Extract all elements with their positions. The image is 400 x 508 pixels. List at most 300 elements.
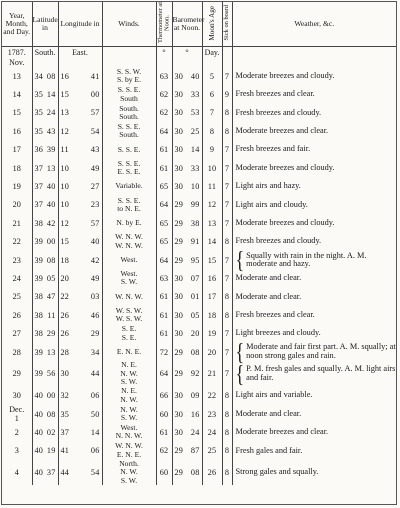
- weather-text: P. M. fresh gales and squally. A. M. light airs and fair.: [246, 364, 396, 382]
- latitude-cell: [32, 141, 58, 159]
- longitude-cell: [58, 251, 102, 269]
- latitude-degrees: 40: [34, 427, 44, 437]
- latitude-cell: [32, 67, 58, 85]
- thermometer-cell: 63: [156, 269, 172, 287]
- weather-cell: Moderate breezes and clear.: [235, 427, 329, 437]
- barometer-values: [173, 369, 202, 378]
- barometer-cell: [172, 405, 202, 423]
- header-thermometer: Thermometer at Noon.: [156, 2, 172, 47]
- day-cell: [2, 251, 32, 269]
- header-barometer: Barometer at Noon.: [172, 2, 202, 47]
- latitude-minutes: 47: [46, 292, 56, 302]
- header-winds: Winds.: [102, 2, 156, 47]
- sick-count-cell: 7: [222, 196, 232, 214]
- table-row: [2, 251, 396, 269]
- barometer-cell: [172, 361, 202, 386]
- sick-count-cell: 8: [222, 442, 232, 460]
- weather-cell: Fresh breezes and cloudy.: [235, 236, 322, 246]
- latitude-minutes: 40: [46, 182, 56, 192]
- longitude-minutes: 06: [90, 446, 100, 456]
- day-number: 25: [12, 292, 21, 302]
- longitude-degrees: 16: [60, 71, 70, 81]
- longitude-degrees: 10: [60, 200, 70, 210]
- winds-cell: West. S. W.: [102, 269, 156, 287]
- barometer-values: [173, 108, 202, 117]
- latitude-cell: [32, 233, 58, 251]
- latitude-minutes: 13: [46, 347, 56, 357]
- year-label: 1787.: [2, 47, 32, 59]
- day-number: 23: [12, 255, 21, 265]
- weather-cell: Light airs and variable.: [235, 390, 313, 400]
- winds-cell: N. E. N. W. S. W.: [102, 361, 156, 386]
- longitude-cell: [58, 141, 102, 159]
- weather-cell: Fresh breezes and cloudy.: [235, 107, 322, 117]
- barometer-inches: 29: [174, 200, 184, 210]
- latitude-degrees: 34: [34, 71, 44, 81]
- longitude-minutes: 49: [90, 163, 100, 173]
- thermometer-cell: 60: [156, 405, 172, 423]
- barometer-cell: [172, 460, 202, 485]
- barometer-inches: 29: [174, 369, 184, 379]
- moon-age-cell: 13: [202, 214, 222, 232]
- latitude-values: [33, 127, 58, 136]
- day-number: 13: [12, 71, 21, 81]
- latitude-cell: [32, 343, 58, 361]
- barometer-hundredths: 24: [190, 427, 200, 437]
- longitude-cell: [58, 269, 102, 287]
- barometer-hundredths: 01: [190, 292, 200, 302]
- latitude-values: [33, 182, 58, 191]
- longitude-values: [59, 219, 102, 228]
- moon-age-cell: 5: [202, 67, 222, 85]
- longitude-minutes: 41: [90, 71, 100, 81]
- latitude-values: [33, 256, 58, 265]
- longitude-values: [59, 329, 102, 338]
- longitude-minutes: 06: [90, 391, 100, 401]
- sick-count-cell: 8: [222, 386, 232, 404]
- weather-brace-group: [235, 338, 397, 366]
- barometer-cell: [172, 288, 202, 306]
- latitude-minutes: 00: [46, 237, 56, 247]
- longitude-minutes: 23: [90, 200, 100, 210]
- longitude-values: [59, 237, 102, 246]
- brace-mark: {: [235, 360, 245, 388]
- latitude-cell: [32, 442, 58, 460]
- moon-age-cell: 12: [202, 196, 222, 214]
- thermometer-cell: 65: [156, 177, 172, 195]
- longitude-cell: [58, 460, 102, 485]
- winds-cell: W. N. W. E. N. E.: [102, 442, 156, 460]
- barometer-inches: 29: [174, 468, 184, 478]
- sick-count-cell: 8: [222, 460, 232, 485]
- table-row: [2, 141, 396, 159]
- latitude-minutes: 08: [46, 409, 56, 419]
- thermometer-cell: 64: [156, 361, 172, 386]
- thermometer-cell: 61: [156, 423, 172, 441]
- barometer-inches: 29: [174, 237, 184, 247]
- latitude-cell: [32, 251, 58, 269]
- barometer-cell: [172, 104, 202, 122]
- day-cell: [2, 214, 32, 232]
- table-row: [2, 386, 396, 404]
- weather-cell: Moderate and clear.: [235, 273, 302, 283]
- longitude-minutes: 03: [90, 292, 100, 302]
- table-row: [2, 67, 396, 85]
- sick-count-cell: 7: [222, 269, 232, 287]
- moon-age-cell: 19: [202, 324, 222, 342]
- latitude-cell: [32, 177, 58, 195]
- day-number: 4: [14, 468, 19, 478]
- day-cell: [2, 177, 32, 195]
- day-number: 3: [14, 446, 19, 456]
- thermometer-cell: 64: [156, 122, 172, 140]
- moon-age-cell: 22: [202, 386, 222, 404]
- latitude-minutes: 19: [46, 446, 56, 456]
- longitude-degrees: 28: [60, 347, 70, 357]
- latitude-degrees: 38: [34, 218, 44, 228]
- barometer-hundredths: 05: [190, 310, 200, 320]
- longitude-cell: [58, 214, 102, 232]
- latitude-cell: [32, 324, 58, 342]
- barometer-hundredths: 33: [190, 163, 200, 173]
- day-number: 30: [12, 391, 21, 401]
- latitude-cell: [32, 196, 58, 214]
- barometer-values: [173, 256, 202, 265]
- barometer-cell: [172, 141, 202, 159]
- longitude-values: [59, 72, 102, 81]
- sick-count-cell: 8: [222, 405, 232, 423]
- barometer-hundredths: 40: [190, 71, 200, 81]
- longitude-minutes: 57: [90, 218, 100, 228]
- latitude-cell: [32, 460, 58, 485]
- day-cell: [2, 122, 32, 140]
- header-sick: Sick on board: [222, 2, 232, 47]
- longitude-minutes: 44: [90, 369, 100, 379]
- moon-age-cell: 7: [202, 104, 222, 122]
- longitude-cell: [58, 405, 102, 423]
- latitude-minutes: 11: [47, 310, 56, 320]
- barometer-values: [173, 200, 202, 209]
- moon-age-cell: 25: [202, 442, 222, 460]
- day-cell: [2, 423, 32, 441]
- barometer-inches: 30: [174, 329, 184, 339]
- longitude-degrees: 13: [60, 108, 70, 118]
- longitude-degrees: 10: [60, 163, 70, 173]
- longitude-values: [59, 182, 102, 191]
- day-number: 16: [12, 126, 21, 136]
- moon-age-cell: 9: [202, 141, 222, 159]
- day-cell: [2, 85, 32, 103]
- latitude-degrees: 38: [34, 310, 44, 320]
- table-row: [2, 122, 396, 140]
- day-cell: [2, 104, 32, 122]
- latitude-minutes: 00: [46, 391, 56, 401]
- table-row: [2, 214, 396, 232]
- latitude-degrees: 40: [34, 391, 44, 401]
- barometer-cell: [172, 324, 202, 342]
- barometer-inches: 29: [174, 446, 184, 456]
- winds-cell: S. S. E. South: [102, 85, 156, 103]
- table-row: [2, 233, 396, 251]
- winds-cell: S. S. E.: [102, 141, 156, 159]
- latitude-cell: [32, 288, 58, 306]
- latitude-values: [33, 428, 58, 437]
- latitude-degrees: 35: [34, 108, 44, 118]
- barometer-inches: 30: [174, 145, 184, 155]
- longitude-minutes: 29: [90, 329, 100, 339]
- barometer-inches: 30: [174, 292, 184, 302]
- weather-cell: Moderate and clear.: [235, 291, 302, 301]
- barometer-values: [173, 468, 202, 477]
- winds-cell: S. E. S. E.: [102, 324, 156, 342]
- longitude-cell: [58, 177, 102, 195]
- latitude-values: [33, 200, 58, 209]
- latitude-values: [33, 274, 58, 283]
- table-row: [2, 361, 396, 386]
- latitude-values: [33, 292, 58, 301]
- thermometer-cell: 61: [156, 306, 172, 324]
- longitude-minutes: 54: [90, 126, 100, 136]
- table-row: [2, 177, 396, 195]
- latitude-values: [33, 90, 58, 99]
- longitude-values: [59, 292, 102, 301]
- longitude-degrees: 12: [60, 218, 70, 228]
- sick-count-cell: 7: [222, 251, 232, 269]
- longitude-values: [59, 348, 102, 357]
- thermometer-cell: 61: [156, 324, 172, 342]
- latitude-values: [33, 164, 58, 173]
- barometer-values: [173, 72, 202, 81]
- barometer-inches: 30: [174, 126, 184, 136]
- sick-count-cell: 7: [222, 324, 232, 342]
- longitude-values: [59, 145, 102, 154]
- moon-age-cell: 21: [202, 361, 222, 386]
- day-cell: [2, 288, 32, 306]
- day-cell: [2, 442, 32, 460]
- barometer-cell: [172, 442, 202, 460]
- barometer-cell: [172, 196, 202, 214]
- latitude-values: [33, 72, 58, 81]
- sick-count-cell: 8: [222, 233, 232, 251]
- barometer-values: [173, 348, 202, 357]
- barometer-hundredths: 07: [190, 273, 200, 283]
- barometer-hundredths: 95: [190, 255, 200, 265]
- moon-age-cell: 15: [202, 251, 222, 269]
- weather-cell: Fresh gales and fair.: [235, 445, 303, 455]
- table-row: [2, 269, 396, 287]
- latitude-minutes: 24: [46, 108, 56, 118]
- latitude-minutes: 39: [46, 145, 56, 155]
- longitude-minutes: 34: [90, 347, 100, 357]
- latitude-cell: [32, 361, 58, 386]
- day-number: 1: [14, 414, 19, 424]
- weather-cell: Light airs and cloudy.: [235, 199, 308, 209]
- barometer-values: [173, 237, 202, 246]
- day-cell: [2, 324, 32, 342]
- longitude-degrees: 35: [60, 409, 70, 419]
- barometer-hundredths: 25: [190, 126, 200, 136]
- header-longitude: Longitude in: [58, 2, 102, 47]
- latitude-minutes: 13: [46, 163, 56, 173]
- barometer-cell: [172, 423, 202, 441]
- latitude-cell: [32, 214, 58, 232]
- barometer-values: [173, 127, 202, 136]
- sick-count-cell: 7: [222, 361, 232, 386]
- barometer-cell: [172, 343, 202, 361]
- thermometer-cell: 64: [156, 251, 172, 269]
- table-row: [2, 423, 396, 441]
- longitude-degrees: 10: [60, 182, 70, 192]
- barometer-cell: [172, 233, 202, 251]
- brace-mark: {: [235, 246, 245, 274]
- day-number: 26: [12, 310, 21, 320]
- weather-cell: Strong gales and squally.: [235, 467, 319, 477]
- latitude-values: [33, 145, 58, 154]
- latitude-minutes: 40: [46, 200, 56, 210]
- table-row: [2, 104, 396, 122]
- winds-cell: W. N. W. W. N. W.: [102, 233, 156, 251]
- latitude-degrees: 35: [34, 126, 44, 136]
- moon-age-cell: 16: [202, 269, 222, 287]
- longitude-minutes: 46: [90, 310, 100, 320]
- barometer-inches: 29: [174, 218, 184, 228]
- barometer-hundredths: 20: [190, 329, 200, 339]
- barometer-cell: [172, 85, 202, 103]
- winds-cell: W. S. W. W. S. W.: [102, 306, 156, 324]
- weather-text: Squally with rain in the night. A. M. moderate and hazy.: [246, 250, 367, 269]
- thermometer-cell: 61: [156, 141, 172, 159]
- latitude-degrees: 39: [34, 255, 44, 265]
- latitude-minutes: 29: [46, 329, 56, 339]
- barometer-values: [173, 90, 202, 99]
- winds-cell: N. W. S. W.: [102, 405, 156, 423]
- barometer-inches: 29: [174, 347, 184, 357]
- longitude-degrees: 15: [60, 237, 70, 247]
- table-row: [2, 306, 396, 324]
- day-number: 14: [12, 90, 21, 100]
- table-row: [2, 288, 396, 306]
- weather-log-table: [2, 2, 396, 485]
- latitude-values: [33, 108, 58, 117]
- barometer-values: [173, 391, 202, 400]
- moon-age-cell: 20: [202, 343, 222, 361]
- barometer-hundredths: 87: [190, 446, 200, 456]
- latitude-minutes: 37: [46, 468, 56, 478]
- thermometer-cell: 61: [156, 159, 172, 177]
- thermometer-cell: 64: [156, 196, 172, 214]
- day-cell: [2, 233, 32, 251]
- latitude-minutes: 02: [46, 427, 56, 437]
- moon-age-cell: 6: [202, 85, 222, 103]
- day-number: 24: [12, 273, 21, 283]
- longitude-values: [59, 311, 102, 320]
- day-number: 2: [14, 427, 19, 437]
- latitude-degrees: 40: [34, 409, 44, 419]
- barometer-cell: [172, 122, 202, 140]
- bar-degree: °: [172, 47, 202, 59]
- winds-cell: N. by E.: [102, 214, 156, 232]
- table-row: [2, 405, 396, 423]
- moon-age-cell: 14: [202, 233, 222, 251]
- longitude-minutes: 49: [90, 273, 100, 283]
- latitude-minutes: 08: [46, 71, 56, 81]
- latitude-values: [33, 410, 58, 419]
- longitude-cell: [58, 196, 102, 214]
- longitude-degrees: 44: [60, 468, 70, 478]
- latitude-degrees: 38: [34, 292, 44, 302]
- latitude-minutes: 56: [46, 369, 56, 379]
- barometer-cell: [172, 386, 202, 404]
- month-label: Dec.: [9, 405, 25, 415]
- barometer-cell: [172, 269, 202, 287]
- subheader-row: [2, 47, 396, 59]
- longitude-degrees: 12: [60, 126, 70, 136]
- longitude-minutes: 57: [90, 108, 100, 118]
- latitude-degrees: 39: [34, 347, 44, 357]
- barometer-inches: 30: [174, 409, 184, 419]
- longitude-values: [59, 274, 102, 283]
- moon-age-cell: 8: [202, 122, 222, 140]
- longitude-degrees: 20: [60, 273, 70, 283]
- sick-count-cell: 7: [222, 141, 232, 159]
- sick-count-cell: 8: [222, 288, 232, 306]
- barometer-inches: 30: [174, 427, 184, 437]
- table-row: [2, 85, 396, 103]
- winds-cell: West.: [102, 251, 156, 269]
- day-cell: [2, 306, 32, 324]
- longitude-degrees: 18: [60, 255, 70, 265]
- winds-cell: S. S. E. to N. E.: [102, 196, 156, 214]
- weather-cell: [232, 246, 396, 274]
- barometer-hundredths: 14: [190, 145, 200, 155]
- day-number: 17: [12, 145, 21, 155]
- moon-age-cell: 24: [202, 423, 222, 441]
- table-row: [2, 196, 396, 214]
- winds-cell: N. E. N. W.: [102, 386, 156, 404]
- longitude-minutes: 42: [90, 255, 100, 265]
- weather-cell: Moderate breezes and cloudy.: [235, 218, 335, 228]
- day-number: 15: [12, 108, 21, 118]
- longitude-values: [59, 428, 102, 437]
- moon-age-cell: 26: [202, 460, 222, 485]
- sick-count-cell: 7: [222, 177, 232, 195]
- day-number: 21: [12, 218, 21, 228]
- latitude-values: [33, 329, 58, 338]
- barometer-hundredths: 91: [190, 237, 200, 247]
- latitude-values: [33, 468, 58, 477]
- longitude-values: [59, 200, 102, 209]
- winds-cell: E. N. E.: [102, 343, 156, 361]
- weather-text: Moderate and fair first part. A. M. squally; at noon strong gales and rain.: [246, 342, 396, 361]
- brace-mark: {: [235, 338, 245, 366]
- longitude-values: [59, 446, 102, 455]
- winds-cell: S. S. E. E. S. E.: [102, 159, 156, 177]
- latitude-values: [33, 311, 58, 320]
- latitude-degrees: 39: [34, 237, 44, 247]
- day-cell: [2, 361, 32, 386]
- barometer-values: [173, 410, 202, 419]
- barometer-cell: [172, 251, 202, 269]
- weather-cell: Light breezes and cloudy.: [235, 328, 321, 338]
- longitude-values: [59, 108, 102, 117]
- latitude-minutes: 14: [46, 90, 56, 100]
- barometer-cell: [172, 306, 202, 324]
- barometer-hundredths: 53: [190, 108, 200, 118]
- latitude-cell: [32, 269, 58, 287]
- longitude-minutes: 54: [90, 468, 100, 478]
- weather-brace-group: [235, 246, 397, 274]
- latitude-cell: [32, 104, 58, 122]
